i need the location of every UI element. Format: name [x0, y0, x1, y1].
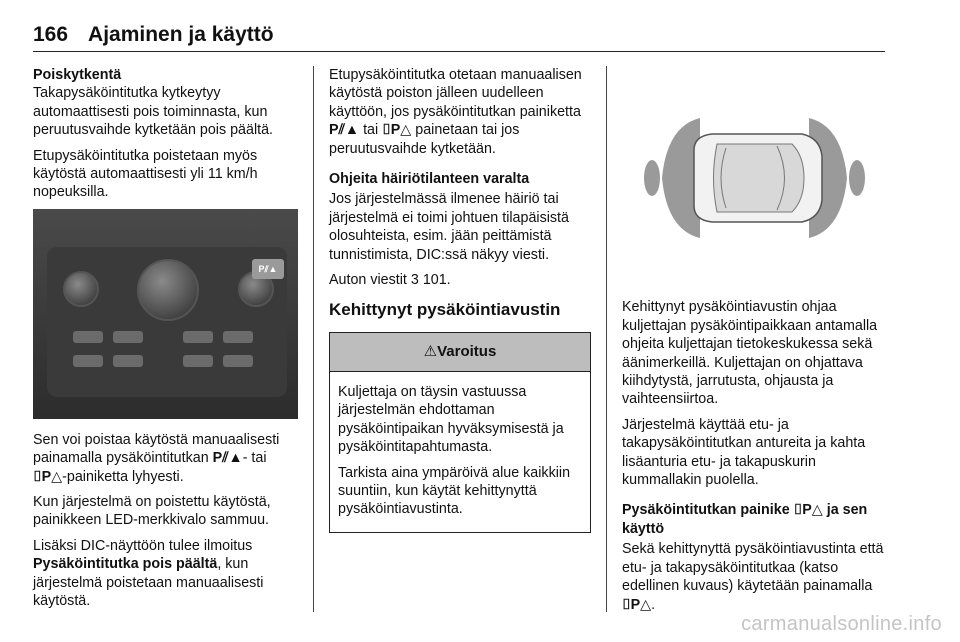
paragraph-front-reactivate: Etupysäköintitutka otetaan manuaalisen käytöstä poiston jälleen uudelleen käyttöön, jos pysäköintitutkan painiketta P⫽▲ tai ⌷P△ painetaan tai jos peruutusvaihde kytketään.: [329, 67, 582, 157]
page-number: 166: [33, 23, 69, 46]
warning-title: Varoitus: [437, 342, 497, 360]
side-sensor-zone: [644, 160, 660, 196]
console-button: [113, 355, 143, 367]
warning-paragraph-responsibility: Kuljettaja on täysin vastuussa järjestelmän ehdottaman pysäköintipaikan hyväksymisestä ja pysäköintitapahtumasta.: [338, 383, 564, 456]
paragraph-dic-message: Lisäksi DIC-näyttöön tulee ilmoitus Pysäköintitutka pois päältä, kun järjestelmä poistetaan manuaalisesti käytöstä.: [33, 537, 264, 610]
warning-box: [329, 332, 591, 533]
sensor-off-icon: ⌷P△: [382, 122, 412, 139]
column-divider-2: [606, 66, 607, 612]
heading-fault: Ohjeita häiriötilanteen varalta: [329, 171, 530, 188]
console-button: [223, 355, 253, 367]
column-2: [329, 66, 591, 533]
car-roof: [714, 144, 805, 212]
park-assist-button-photo: P⫽▲: [252, 259, 284, 279]
paragraph-button-usage: Sekä kehittynyttä pysäköintiavustinta että etu- ja takapysäköintitutkaa (katso edellinen kuvaus) käytetään painamalla ⌷P△.: [622, 541, 884, 613]
console-photo: [33, 209, 298, 419]
park-assist-icon: P⫽▲: [329, 122, 360, 139]
paragraph-fault: Jos järjestelmässä ilmenee häiriö tai järjestelmä ei toimi johtuen tilapäisistä olosuhteista, esim. jään peittämistä tunnistimista, DIC:ssä näkyy viesti.: [329, 191, 569, 263]
warning-header: [330, 333, 590, 372]
left-knob: [63, 271, 99, 307]
console-button: [183, 355, 213, 367]
reference-arrow-icon: 3: [410, 272, 419, 289]
section-title-advanced-park-assist: Kehittynyt pysäköintiavustin: [329, 300, 561, 320]
paragraph-manual-off: Sen voi poistaa käytöstä manuaalisesti painamalla pysäköintitutkan P⫽▲- tai ⌷P△-painiketta lyhyesti.: [33, 431, 280, 485]
sensor-off-icon: ⌷P△: [622, 596, 652, 613]
heading-button-usage: Pysäköintitutkan painike ⌷P△ ja sen käyttö: [622, 502, 868, 537]
console-button: [73, 331, 103, 343]
page-title: Ajaminen ja käyttö: [88, 23, 274, 46]
console-button: [73, 355, 103, 367]
side-sensor-zone: [849, 160, 865, 196]
page-reference-link[interactable]: 101.: [422, 272, 451, 289]
column-divider-1: [313, 66, 314, 612]
warning-paragraph-check-area: Tarkista aina ympäröivä alue kaikkiin suuntiin, kun käytät kehittynyttä pysäköintiavustinta.: [338, 464, 571, 518]
paragraph-advanced-intro: Kehittynyt pysäköintiavustin ohjaa kuljettajan pysäköintipaikkaan antamalla ohjeita kuljettajan tietokeskukessa sekä äänimerkeillä. Kuljettajan on ohjattava kiihdytystä, jarrutusta, ohjausta ja vaihteensiirtoa.: [622, 299, 878, 408]
warning-icon: ⚠: [423, 342, 438, 360]
column-3: [622, 66, 887, 621]
heading-switch-off: Poiskytkentä: [33, 67, 122, 83]
page-header: [33, 22, 885, 52]
paragraph-sensors: Järjestelmä käyttää etu- ja takapysäköintitutkan antureita ja kahta lisäanturia etu- ja takapuskurin kummallakin puolella.: [622, 416, 866, 489]
console-button: [113, 331, 143, 343]
paragraph-front-auto-off: Etupysäköintitutka poistetaan myös käytöstä automaattisesti yli 11 km/h nopeuksilla.: [33, 147, 258, 201]
paragraph-rear-auto-off: Takapysäköintitutka kytkeytyy automaattisesti pois toiminnasta, kun peruutusvaihde kytketään pois päältä.: [33, 85, 274, 139]
watermark: carmanualsonline.info: [741, 613, 942, 635]
car-sensor-diagram: [622, 66, 887, 281]
console-button: [183, 331, 213, 343]
paragraph-led-off: Kun järjestelmä on poistettu käytöstä, painikkeen LED-merkkivalo sammuu.: [33, 494, 271, 529]
column-1: [33, 66, 298, 618]
paragraph-vehicle-messages: Auton viestit 3 101.: [329, 272, 451, 289]
console-button: [223, 331, 253, 343]
sensor-off-icon: ⌷P△: [793, 502, 823, 519]
warning-body: [330, 372, 590, 532]
sensor-off-icon: ⌷P△: [33, 468, 63, 485]
dic-message-text: Pysäköintitutka pois päältä: [33, 556, 218, 573]
center-knob: [137, 259, 199, 321]
park-assist-icon: P⫽▲: [212, 450, 243, 467]
